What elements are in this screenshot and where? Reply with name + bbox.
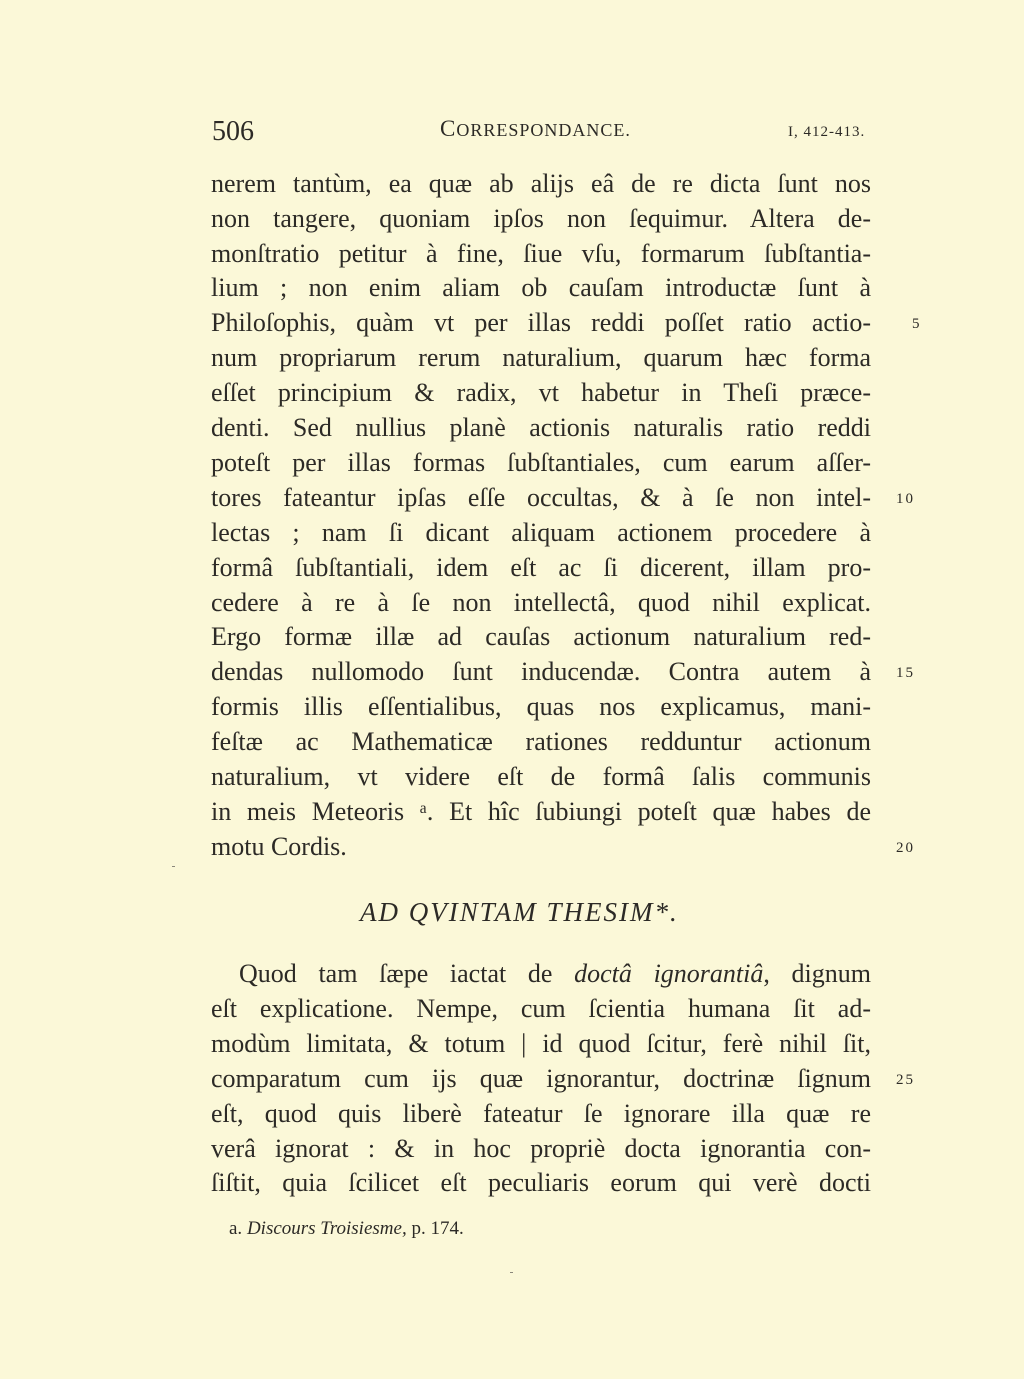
line-number: 20: [896, 840, 915, 856]
section-heading: AD QVINTAM THESIM*.: [360, 897, 679, 927]
text-line: in meis Meteoris ᵃ. Et hîc ſubiungi poteſt quæ habes de: [211, 797, 871, 826]
footnote-page: p. 174.: [411, 1218, 464, 1239]
page-number: 506: [212, 116, 254, 147]
text-line: num propriarum rerum naturalium, quarum hæc forma: [211, 343, 871, 372]
text-line: Ergo formæ illæ ad cauſas actionum naturalium red-: [211, 622, 871, 651]
running-title-rest: ORRESPONDANCE.: [456, 120, 631, 140]
text-line: nerem tantùm, ea quæ ab alijs eâ de re dicta ſunt nos: [211, 169, 871, 198]
line-number: 5: [912, 316, 922, 332]
text-span: , dignum: [763, 959, 872, 988]
running-title-initial: C: [440, 116, 457, 141]
text-line: lectas ; nam ſi dicant aliquam actionem procedere à: [211, 518, 871, 547]
page-reference: I, 412-413.: [788, 124, 866, 140]
text-line: Philoſophis, quàm vt per illas reddi poſſet ratio actio-: [211, 308, 871, 337]
text-line: formis illis eſſentialibus, quas nos explicamus, mani-: [211, 692, 871, 721]
text-line: naturalium, vt videre eſt de formâ ſalis communis: [211, 762, 871, 791]
text-line: tores fateantur ipſas eſſe occultas, & à ſe non intel-: [211, 483, 871, 512]
footnote-title: Discours Troisiesme,: [246, 1218, 407, 1239]
text-line: feſtæ ac Mathematicæ rationes redduntur actionum: [211, 727, 871, 756]
running-title: [440, 116, 631, 142]
text-line: denti. Sed nullius planè actionis naturalis ratio reddi: [211, 413, 871, 442]
text-line: verâ ignorat : & in hoc propriè docta ignorantia con-: [211, 1134, 871, 1163]
line-number: 25: [896, 1072, 915, 1088]
paragraph-first-line: [239, 957, 871, 991]
text-line: eſt explicatione. Nempe, cum ſcientia humana ſit ad-: [211, 994, 871, 1023]
text-line: lium ; non enim aliam ob cauſam introductæ ſunt à: [211, 273, 871, 302]
text-line: poteſt per illas formas ſubſtantiales, cum earum aſſer-: [211, 448, 871, 477]
text-line: ſiſtit, quia ſcilicet eſt peculiaris eorum qui verè docti: [211, 1168, 871, 1197]
text-line: monſtratio petitur à fine, ſiue vſu, formarum ſubſtantia-: [211, 239, 871, 268]
text-line: modùm limitata, & totum | id quod ſcitur, ferè nihil ſit,: [211, 1029, 871, 1058]
line-number: 10: [896, 491, 915, 507]
text-line: motu Cordis.: [211, 832, 347, 861]
text-line: non tangere, quoniam ipſos non ſequimur. Altera de-: [211, 204, 871, 233]
line-number: 15: [896, 665, 915, 681]
text-line: eſt, quod quis liberè fateatur ſe ignorare illa quæ re: [211, 1099, 871, 1128]
text-line: eſſet principium & radix, vt habetur in Theſi præce-: [211, 378, 871, 407]
text-line: dendas nullomodo ſunt inducendæ. Contra autem à: [211, 657, 871, 686]
italic-phrase: doctâ ignorantiâ: [574, 959, 764, 988]
margin-speck: [172, 866, 175, 867]
margin-speck: [510, 1272, 513, 1273]
footnote: [229, 1218, 464, 1240]
footnote-marker: a.: [229, 1218, 243, 1239]
text-line: comparatum cum ijs quæ ignorantur, doctrinæ ſignum: [211, 1064, 871, 1093]
text-span: Quod tam ſæpe iactat de: [239, 959, 575, 988]
text-line: cedere à re à ſe non intellectâ, quod nihil explicat.: [211, 588, 871, 617]
text-line: formâ ſubſtantiali, idem eſt ac ſi dicerent, illam pro-: [211, 553, 871, 582]
